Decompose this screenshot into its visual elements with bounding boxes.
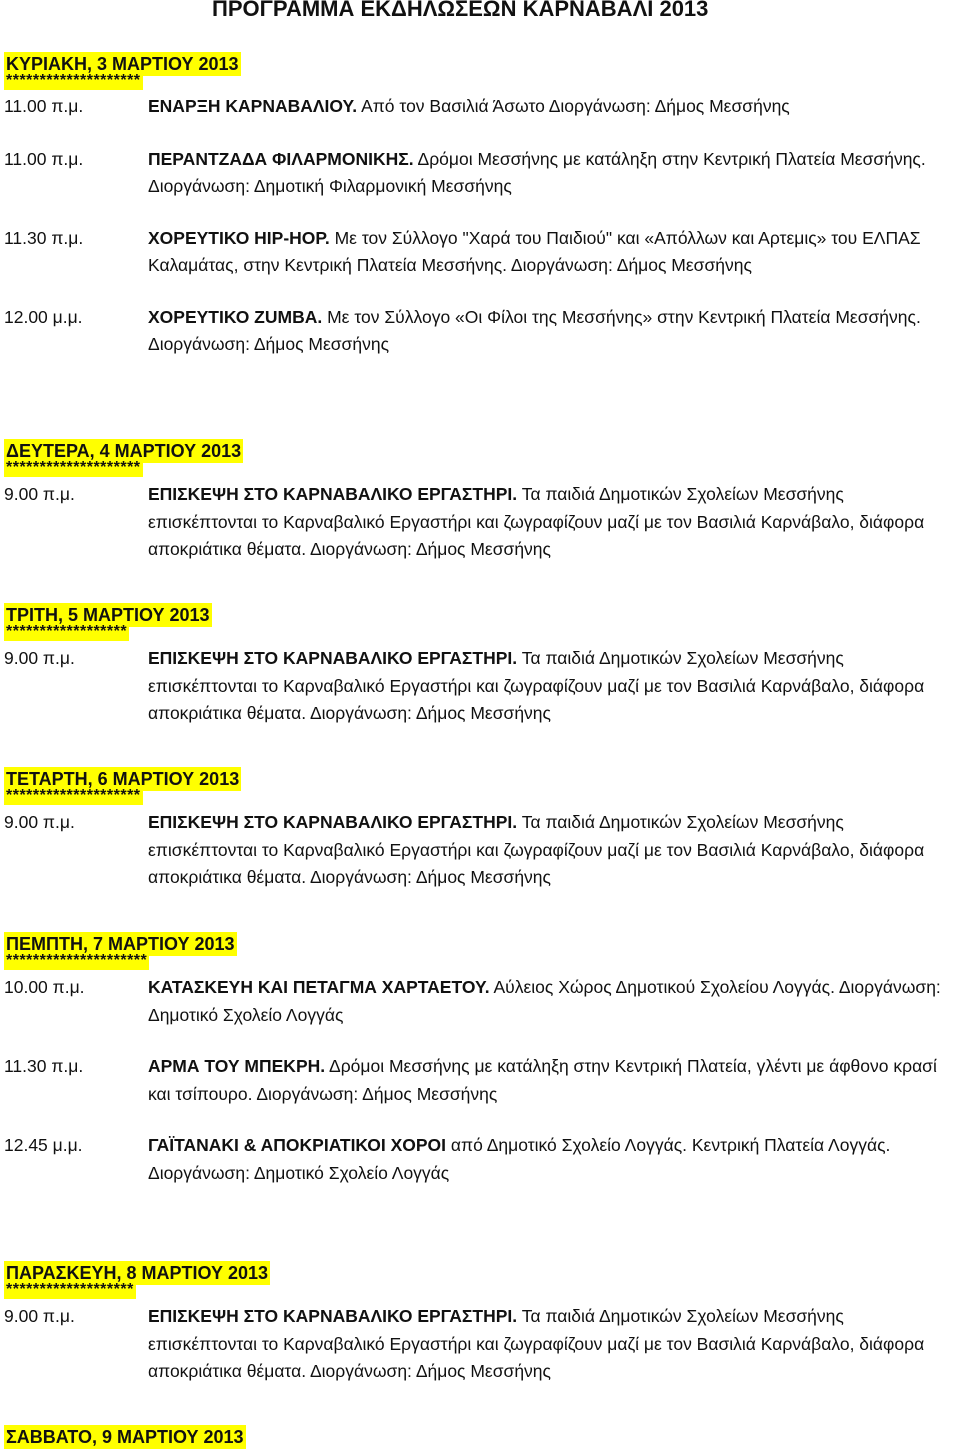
event-description: Δρόμοι Μεσσήνης με κατάληξη στην Κεντρική Πλατεία Μεσσήνης. Διοργάνωση: Δημοτική Φιλαρμονική Μεσσήνης (148, 148, 926, 196)
event-time: 12.00 μ.μ. (4, 306, 83, 327)
event-title: ΧΟΡΕΥΤΙΚΟ ZUMBA. (148, 306, 323, 327)
day-heading: ΣΑΒΒΑΤΟ, 9 ΜΑΡΤΙΟΥ 2013 (6, 1427, 244, 1447)
day-section-thursday (4, 932, 956, 1187)
event-title: ΕΠΙΣΚΕΨΗ ΣΤΟ ΚΑΡΝΑΒΑΛΙΚΟ ΕΡΓΑΣΤΗΡΙ. (148, 648, 518, 668)
event-description: Αύλειος Χώρος Δημοτικού Σχολείου Λογγάς. Διοργάνωση: Δημοτικό Σχολείο Λογγάς (148, 977, 941, 1025)
event-text (148, 1053, 956, 1108)
day-heading: ΠΑΡΑΣΚΕΥΗ, 8 ΜΑΡΤΙΟΥ 2013 (6, 1263, 269, 1283)
event-text (148, 809, 956, 892)
event-title: ΚΑΤΑΣΚΕΥΗ ΚΑΙ ΠΕΤΑΓΜΑ ΧΑΡΤΑΕΤΟΥ. (148, 977, 490, 997)
event-description: Δρόμοι Μεσσήνης με κατάληξη στην Κεντρική Πλατεία, γλέντι με άφθονο κρασί και τσίπουρο. Διοργάνωση: Δήμος Μεσσήνης (148, 1056, 937, 1104)
document-title: ΠΡΟΓΡΑΜΜΑ ΕΚΔΗΛΩΣΕΩΝ ΚΑΡΝΑΒΑΛΙ 2013 (212, 0, 709, 21)
day-section-sunday (4, 52, 956, 359)
event-text (148, 1303, 956, 1386)
event-time: 9.00 π.μ. (4, 1306, 75, 1326)
event-title: ΕΠΙΣΚΕΨΗ ΣΤΟ ΚΑΡΝΑΒΑΛΙΚΟ ΕΡΓΑΣΤΗΡΙ. (148, 484, 518, 504)
star-divider: ******************** (6, 459, 141, 476)
day-heading: ΔΕΥΤΕΡΑ, 4 ΜΑΡΤΙΟΥ 2013 (6, 441, 242, 461)
event-row (4, 1132, 956, 1187)
event-description: Από τον Βασιλιά Άσωτο Διοργάνωση: Δήμος Μεσσήνης (361, 96, 790, 116)
day-section-wednesday (4, 767, 956, 892)
event-row (4, 645, 956, 728)
event-row (4, 225, 956, 280)
event-row (4, 1053, 956, 1108)
event-title: ΧΟΡΕΥΤΙΚΟ HIP-HOP. (148, 227, 330, 248)
event-title: ΕΠΙΣΚΕΨΗ ΣΤΟ ΚΑΡΝΑΒΑΛΙΚΟ ΕΡΓΑΣΤΗΡΙ. (148, 812, 518, 832)
event-text (148, 93, 956, 121)
event-time: 9.00 π.μ. (4, 484, 75, 504)
event-text (148, 1132, 956, 1187)
event-description: Τα παιδιά Δημοτικών Σχολείων Μεσσήνης επισκέπτονται το Καρναβαλικό Εργαστήρι και ζωγραφίζουν μαζί με τον Βασιλιά Καρνάβαλο, διάφορα αποκριάτικα θέματα. Διοργάνωση: Δήμος Μεσσήνης (148, 484, 925, 559)
event-row (4, 809, 956, 892)
event-title: ΠΕΡΑΝΤΖΑΔΑ ΦΙΛΑΡΜΟΝΙΚΗΣ. (148, 148, 414, 169)
event-text (148, 481, 956, 564)
event-row (4, 304, 956, 359)
event-time: 11.00 π.μ. (4, 96, 84, 116)
star-divider: ******************** (6, 72, 141, 89)
event-row (4, 481, 956, 564)
day-section-friday (4, 1261, 956, 1386)
event-text (148, 304, 956, 359)
event-title: ΑΡΜΑ ΤΟΥ ΜΠΕΚΡΗ. (148, 1056, 326, 1076)
star-divider: ****************** (6, 623, 128, 640)
day-section-monday (4, 439, 956, 564)
event-text (148, 225, 956, 280)
day-heading: ΠΕΜΠΤΗ, 7 ΜΑΡΤΙΟΥ 2013 (6, 934, 235, 954)
event-row (4, 93, 956, 121)
event-time: 10.00 π.μ. (4, 977, 85, 997)
event-row (4, 146, 956, 201)
star-divider: ********************* (6, 952, 148, 969)
event-time: 11.30 π.μ. (4, 1056, 84, 1076)
event-text (148, 645, 956, 728)
day-section-saturday (4, 1425, 956, 1449)
event-title: ΓΑΪΤΑΝΑΚΙ & ΑΠΟΚΡΙΑΤΙΚΟΙ ΧΟΡΟΙ (148, 1135, 447, 1155)
day-heading: ΚΥΡΙΑΚΗ, 3 ΜΑΡΤΙΟΥ 2013 (6, 54, 239, 74)
star-divider: ******************** (6, 787, 141, 804)
event-time: 11.00 π.μ. (4, 148, 84, 169)
event-time: 11.30 π.μ. (4, 227, 84, 248)
event-text (148, 146, 956, 201)
event-time: 9.00 π.μ. (4, 812, 75, 832)
day-heading: ΤΕΤΑΡΤΗ, 6 ΜΑΡΤΙΟΥ 2013 (6, 769, 240, 789)
star-divider: ******************* (6, 1281, 134, 1298)
event-row (4, 1303, 956, 1386)
event-title: ΕΝΑΡΞΗ ΚΑΡΝΑΒΑΛΙΟΥ. (148, 96, 358, 116)
event-description: Τα παιδιά Δημοτικών Σχολείων Μεσσήνης επισκέπτονται το Καρναβαλικό Εργαστήρι και ζωγραφίζουν μαζί με τον Βασιλιά Καρνάβαλο, διάφορα αποκριάτικα θέματα. Διοργάνωση: Δήμος Μεσσήνης (148, 648, 925, 723)
event-text (148, 974, 956, 1029)
event-description: Τα παιδιά Δημοτικών Σχολείων Μεσσήνης επισκέπτονται το Καρναβαλικό Εργαστήρι και ζωγραφίζουν μαζί με τον Βασιλιά Καρνάβαλο, διάφορα αποκριάτικα θέματα. Διοργάνωση: Δήμος Μεσσήνης (148, 1306, 925, 1381)
event-row (4, 974, 956, 1029)
event-description: Τα παιδιά Δημοτικών Σχολείων Μεσσήνης επισκέπτονται το Καρναβαλικό Εργαστήρι και ζωγραφίζουν μαζί με τον Βασιλιά Καρνάβαλο, διάφορα αποκριάτικα θέματα. Διοργάνωση: Δήμος Μεσσήνης (148, 812, 925, 887)
day-section-tuesday (4, 603, 956, 728)
day-heading: ΤΡΙΤΗ, 5 ΜΑΡΤΙΟΥ 2013 (6, 605, 210, 625)
event-description: Με τον Σύλλογο "Χαρά του Παιδιού" και «Απόλλων και Αρτεμις» του ΕΛΠΑΣ Καλαμάτας, στην Κεντρική Πλατεία Μεσσήνης. Διοργάνωση: Δήμος Μεσσήνης (148, 227, 921, 275)
event-description: Με τον Σύλλογο «Οι Φίλοι της Μεσσήνης» στην Κεντρική Πλατεία Μεσσήνης. Διοργάνωση: Δήμος Μεσσήνης (148, 306, 921, 354)
event-time: 9.00 π.μ. (4, 648, 75, 668)
event-description: από Δημοτικό Σχολείο Λογγάς. Κεντρική Πλατεία Λογγάς. Διοργάνωση: Δημοτικό Σχολείο Λογγάς (148, 1135, 891, 1183)
event-time: 12.45 μ.μ. (4, 1135, 83, 1155)
event-title: ΕΠΙΣΚΕΨΗ ΣΤΟ ΚΑΡΝΑΒΑΛΙΚΟ ΕΡΓΑΣΤΗΡΙ. (148, 1306, 518, 1326)
